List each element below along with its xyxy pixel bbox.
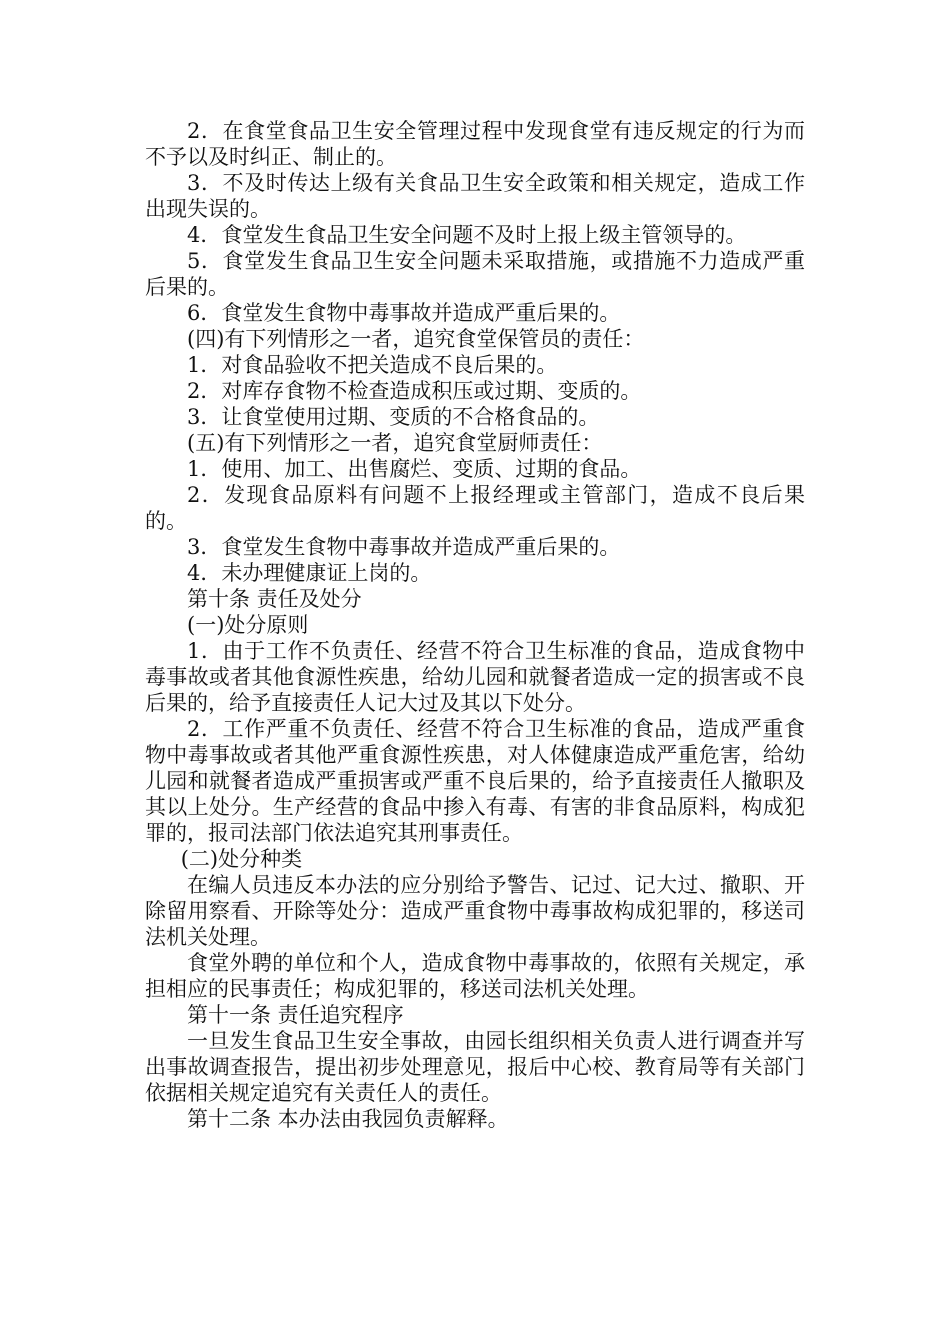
- paragraph: 2．对库存食物不检查造成积压或过期、变质的。: [187, 379, 642, 403]
- paragraph: 3．食堂发生食物中毒事故并造成严重后果的。: [187, 535, 621, 559]
- paragraph: 2．发现食品原料有问题不上报经理或主管部门，造成不良后果的。: [145, 483, 805, 533]
- paragraph: 一旦发生食品卫生安全事故，由园长组织相关负责人进行调查并写出事故调查报告，提出初步处理意见，报后中心校、教育局等有关部门依据相关规定追究有关责任人的责任。: [145, 1029, 805, 1105]
- paragraph: 4．未办理健康证上岗的。: [187, 561, 432, 585]
- section-heading: (四)有下列情形之一者，追究食堂保管员的责任：: [187, 327, 645, 351]
- paragraph: 1．对食品验收不把关造成不良后果的。: [187, 353, 558, 377]
- paragraph: 食堂外聘的单位和个人，造成食物中毒事故的，依照有关规定，承担相应的民事责任；构成犯罪的，移送司法机关处理。: [145, 951, 805, 1001]
- article-heading: 第十条 责任及处分: [187, 587, 362, 611]
- paragraph: 5．食堂发生食品卫生安全问题未采取措施，或措施不力造成严重后果的。: [145, 249, 805, 299]
- article-heading: 第十二条 本办法由我园负责解释。: [187, 1107, 509, 1131]
- paragraph: 3．不及时传达上级有关食品卫生安全政策和相关规定，造成工作出现失误的。: [145, 171, 805, 221]
- paragraph: 1．由于工作不负责任、经营不符合卫生标准的食品，造成食物中毒事故或者其他食源性疾患，给幼儿园和就餐者造成一定的损害或不良后果的，给予直接责任人记大过及其以下处分。: [145, 639, 805, 715]
- paragraph: 4．食堂发生食品卫生安全问题不及时上报上级主管领导的。: [187, 223, 747, 247]
- paragraph: 在编人员违反本办法的应分别给予警告、记过、记大过、撤职、开除留用察看、开除等处分：造成严重食物中毒事故构成犯罪的，移送司法机关处理。: [145, 873, 805, 949]
- section-heading: (二)处分种类: [180, 847, 303, 871]
- section-heading: (五)有下列情形之一者，追究食堂厨师责任：: [187, 431, 603, 455]
- paragraph: 3．让食堂使用过期、变质的不合格食品的。: [187, 405, 600, 429]
- document-body: [145, 118, 805, 1132]
- paragraph: 6．食堂发生食物中毒事故并造成严重后果的。: [187, 301, 621, 325]
- paragraph: 1．使用、加工、出售腐烂、变质、过期的食品。: [187, 457, 642, 481]
- section-heading: (一)处分原则: [187, 613, 309, 637]
- paragraph: 2．在食堂食品卫生安全管理过程中发现食堂有违反规定的行为而不予以及时纠正、制止的。: [145, 119, 805, 169]
- article-heading: 第十一条 责任追究程序: [187, 1003, 404, 1027]
- paragraph: 2．工作严重不负责任、经营不符合卫生标准的食品，造成严重食物中毒事故或者其他严重食源性疾患，对人体健康造成严重危害，给幼儿园和就餐者造成严重损害或严重不良后果的，给予直接责任人撤职及其以上处分。生产经营的食品中掺入有毒、有害的非食品原料，构成犯罪的，报司法部门依法追究其刑事责任。: [145, 717, 805, 845]
